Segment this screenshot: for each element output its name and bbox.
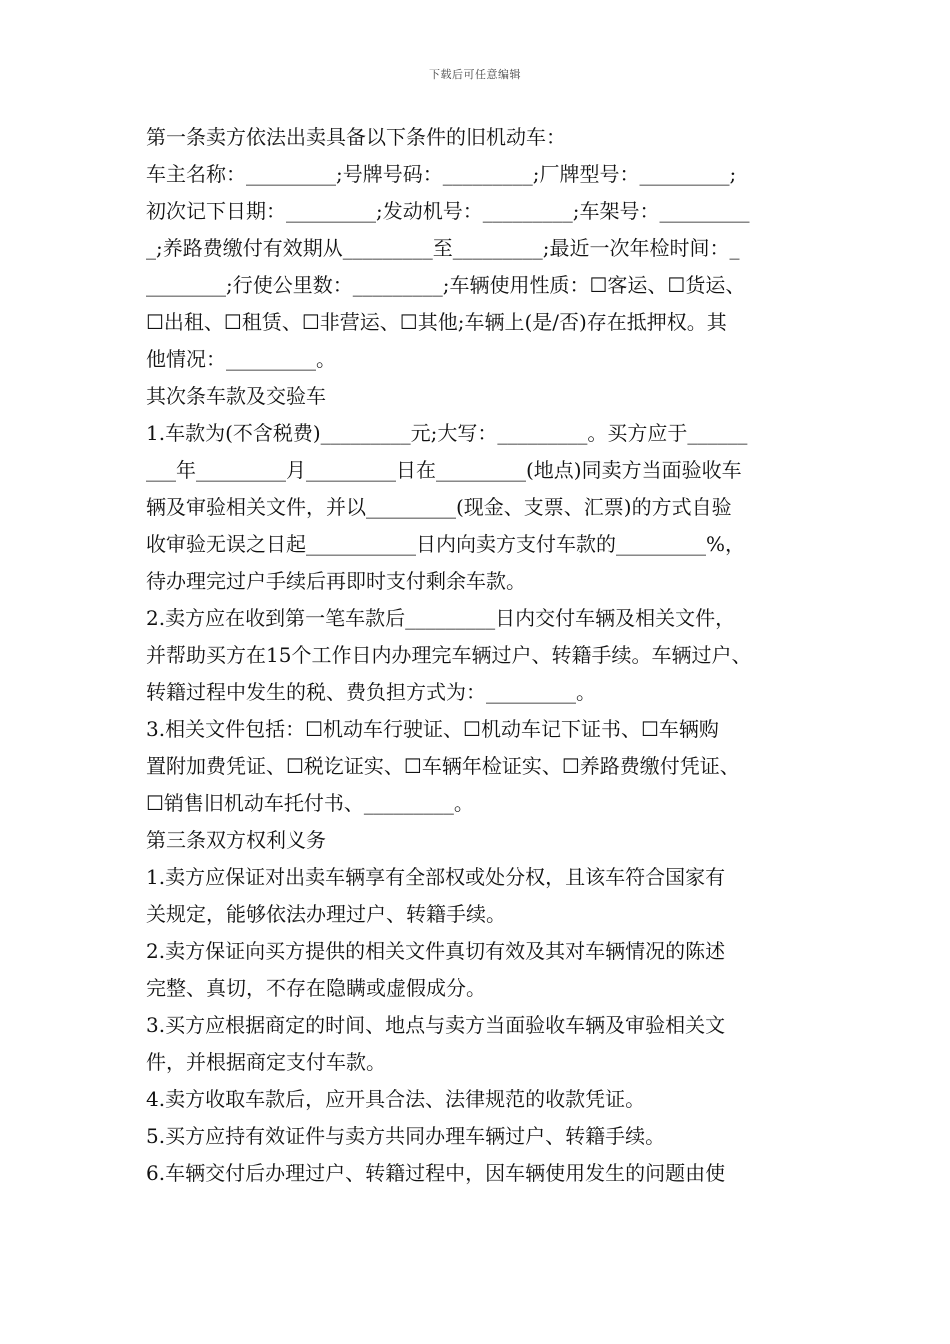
text-line: 完整、真切，不存在隐瞒或虚假成分。: [146, 976, 486, 1000]
text-line: ☐销售旧机动车托付书、_________。: [146, 791, 474, 815]
text-line: _;养路费缴付有效期从_________至_________;最近一次年检时间：_: [146, 236, 740, 260]
text-line: 3.买方应根据商定的时间、地点与卖方当面验收车辆及审验相关文: [146, 1013, 726, 1037]
text-line: 并帮助买方在15个工作日内办理完车辆过户、转籍手续。车辆过户、: [146, 643, 752, 667]
text-line: 4.卖方收取车款后，应开具合法、法律规范的收款凭证。: [146, 1087, 646, 1111]
text-line: 2.卖方应在收到第一笔车款后_________日内交付车辆及相关文件，: [146, 606, 736, 630]
text-line: 收审验无误之日起___________日内向卖方支付车款的_________%，: [146, 532, 746, 556]
text-line: 1.车款为(不含税费)_________元;大写：_________。买方应于______: [146, 421, 748, 445]
text-line: ☐出租、☐租赁、☐非营运、☐其他;车辆上(是/否)存在抵押权。其: [146, 310, 727, 334]
text-line: 件，并根据商定支付车款。: [146, 1050, 386, 1074]
page-header: 下载后可任意编辑: [429, 68, 521, 81]
text-line: 车主名称：_________;号牌号码：_________;厂牌型号：_________;: [146, 162, 737, 186]
text-line: 第一条卖方依法出卖具备以下条件的旧机动车：: [146, 125, 566, 149]
text-line: 6.车辆交付后办理过户、转籍过程中，因车辆使用发生的问题由使: [146, 1161, 726, 1185]
text-line: 5.买方应持有效证件与卖方共同办理车辆过户、转籍手续。: [146, 1124, 666, 1148]
section-heading: 其次条车款及交验车: [146, 384, 326, 408]
text-line: 初次记下日期：_________;发动机号：_________;车架号：_________: [146, 199, 750, 223]
text-line: 他情况：_________。: [146, 347, 336, 371]
text-line: 关规定，能够依法办理过户、转籍手续。: [146, 902, 506, 926]
text-line: 待办理完过户手续后再即时支付剩余车款。: [146, 569, 526, 593]
section-heading: 第三条双方权利义务: [146, 828, 326, 852]
text-line: 辆及审验相关文件，并以_________(现金、支票、汇票)的方式自验: [146, 495, 732, 519]
text-line: ___年_________月_________日在_________(地点)同卖方当面验收车: [146, 458, 742, 482]
text-line: 1.卖方应保证对出卖车辆享有全部权或处分权，且该车符合国家有: [146, 865, 726, 889]
text-line: 3.相关文件包括：☐机动车行驶证、☐机动车记下证书、☐车辆购: [146, 717, 719, 741]
text-line: 置附加费凭证、☐税讫证实、☐车辆年检证实、☐养路费缴付凭证、: [146, 754, 740, 778]
text-line: ________;行使公里数：_________;车辆使用性质：☐客运、☐货运、: [146, 273, 746, 297]
text-line: 转籍过程中发生的税、费负担方式为：_________。: [146, 680, 596, 704]
contract-body: [146, 119, 822, 1192]
text-line: 2.卖方保证向买方提供的相关文件真切有效及其对车辆情况的陈述: [146, 939, 726, 963]
